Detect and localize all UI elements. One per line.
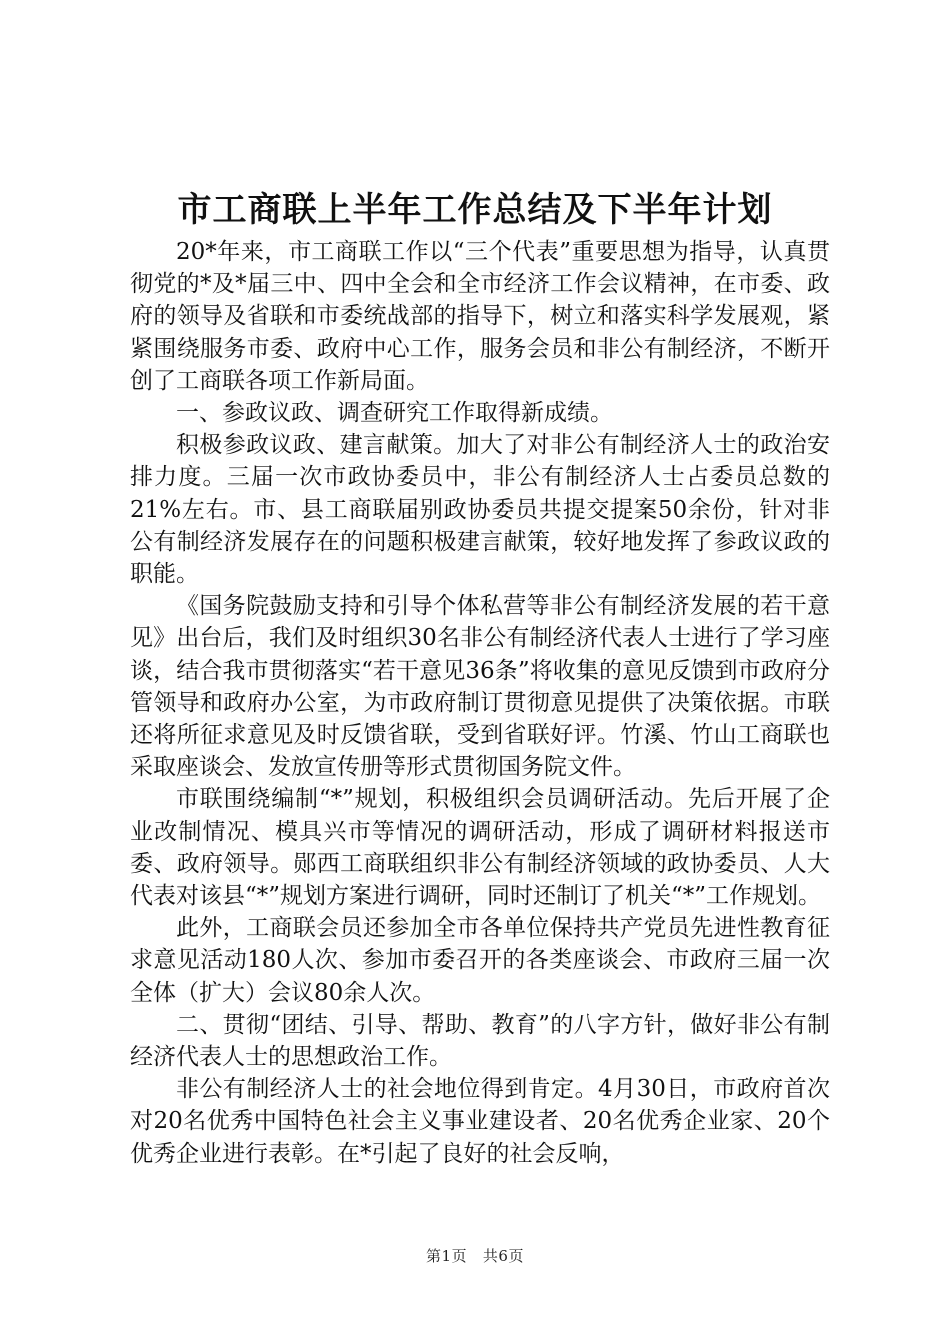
paragraph-planning-research: 市联围绕编制“*”规划，积极组织会员调研活动。先后开展了企业改制情况、模具兴市等情况的调研活动，形成了调研材料报送市委、政府领导。郧西工商联组织非公有制经济领域的政协委员、人大代表对该县“*”规划方案进行调研，同时还制订了机关“*”工作规划。 [130,786,830,910]
page-number: 第1页 [426,1247,468,1265]
section-heading-2: 二、贯彻“团结、引导、帮助、教育”的八字方针，做好非公有制经济代表人士的思想政治工作。 [130,1011,830,1071]
paragraph-political-participation: 积极参政议政、建言献策。加大了对非公有制经济人士的政治安排力度。三届一次市政协委员中，非公有制经济人士占委员总数的21%左右。市、县工商联届别政协委员共提交提案50余份，针对非公有制经济发展存在的问题积极建言献策，较好地发挥了参政议政的职能。 [130,432,830,588]
document-body [130,236,830,1170]
section-heading-1: 一、参政议政、调查研究工作取得新成绩。 [176,400,613,427]
page-separator [472,1247,477,1265]
document-title: 市工商联上半年工作总结及下半年计划 [177,190,773,230]
paragraph-social-status: 非公有制经济人士的社会地位得到肯定。4月30日，市政府首次对20名优秀中国特色社会主义事业建设者、20名优秀企业家、20个优秀企业进行表彰。在*引起了良好的社会反响， [130,1076,830,1167]
paragraph-state-council-opinions: 《国务院鼓励支持和引导个体私营等非公有制经济发展的若干意见》出台后，我们及时组织30名非公有制经济代表人士进行了学习座谈，结合我市贯彻落实“若干意见36条”将收集的意见反馈到市政府分管领导和政府办公室，为市政府制订贯彻意见提供了决策依据。市联还将所征求意见及时反馈省联，受到省联好评。竹溪、竹山工商联也采取座谈会、发放宣传册等形式贯彻国务院文件。 [130,593,830,781]
paragraph-additional-activities: 此外，工商联会员还参加全市各单位保持共产党员先进性教育征求意见活动180人次、参加市委召开的各类座谈会、市政府三届一次全体（扩大）会议80余人次。 [130,915,830,1006]
page-footer [0,1246,950,1266]
page-total: 共6页 [482,1247,524,1265]
paragraph-intro: 20*年来，市工商联工作以“三个代表”重要思想为指导，认真贯彻党的*及*届三中、四中全会和全市经济工作会议精神，在市委、政府的领导及省联和市委统战部的指导下，树立和落实科学发展观，紧紧围绕服务市委、政府中心工作，服务会员和非公有制经济，不断开创了工商联各项工作新局面。 [130,239,830,394]
